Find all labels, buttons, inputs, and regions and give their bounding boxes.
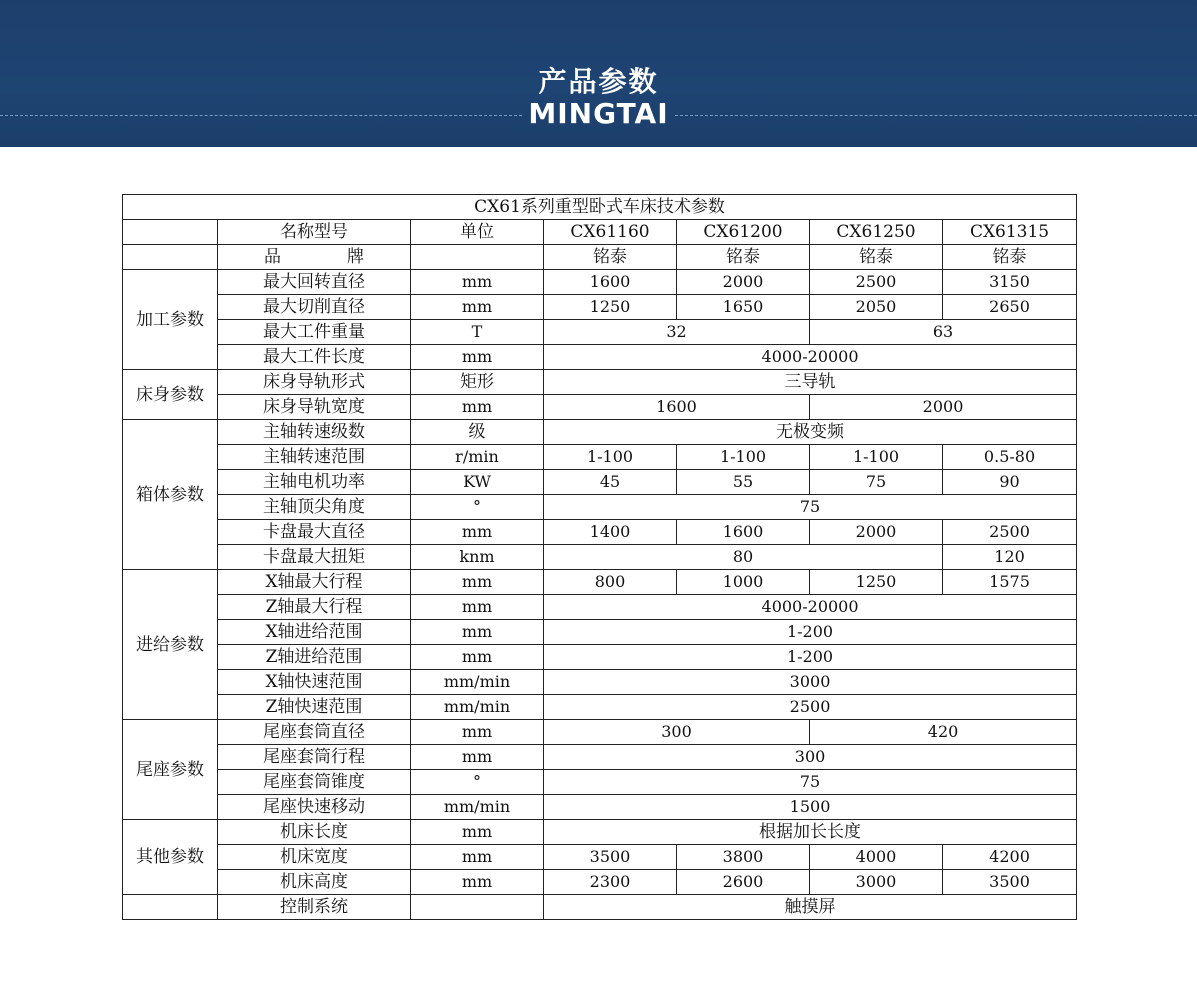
param-value: 75 [544, 495, 1077, 520]
param-name: 机床长度 [218, 820, 411, 845]
table-row [123, 745, 1077, 770]
param-value: 1250 [810, 570, 943, 595]
param-unit: mm [411, 720, 544, 745]
param-unit: mm/min [411, 670, 544, 695]
param-value: 1600 [544, 270, 677, 295]
param-value: 4000-20000 [544, 345, 1077, 370]
param-value: 1-200 [544, 620, 1077, 645]
param-value: 1575 [943, 570, 1077, 595]
param-unit: mm [411, 870, 544, 895]
param-unit: knm [411, 545, 544, 570]
group-label-other: 其他参数 [123, 820, 218, 895]
param-unit: mm [411, 270, 544, 295]
param-name: 主轴顶尖角度 [218, 495, 411, 520]
param-value: 1000 [677, 570, 810, 595]
param-value: 2650 [943, 295, 1077, 320]
param-name: X轴进给范围 [218, 620, 411, 645]
brand-unit [411, 245, 544, 270]
param-unit: KW [411, 470, 544, 495]
header-model: CX61315 [943, 220, 1077, 245]
table-row [123, 570, 1077, 595]
group-label-bed: 床身参数 [123, 370, 218, 420]
param-name: Z轴进给范围 [218, 645, 411, 670]
param-name: 床身导轨形式 [218, 370, 411, 395]
param-value: 3500 [943, 870, 1077, 895]
param-name: 最大工件重量 [218, 320, 411, 345]
table-row [123, 595, 1077, 620]
table-row [123, 495, 1077, 520]
param-value: 三导轨 [544, 370, 1077, 395]
header-banner [0, 0, 1197, 147]
banner-subtitle: MINGTAI [528, 97, 669, 130]
param-value: 1-200 [544, 645, 1077, 670]
banner-title: 产品参数 [538, 65, 659, 98]
table-row [123, 695, 1077, 720]
param-value: 3800 [677, 845, 810, 870]
param-value: 0.5-80 [943, 445, 1077, 470]
param-name: 尾座套筒行程 [218, 745, 411, 770]
param-name: 主轴转速级数 [218, 420, 411, 445]
param-name: 尾座快速移动 [218, 795, 411, 820]
group-blank [123, 895, 218, 920]
header-unit: 单位 [411, 220, 544, 245]
brand-blank [123, 245, 218, 270]
brand-label-right: 牌 [347, 247, 364, 267]
param-name: 主轴电机功率 [218, 470, 411, 495]
param-value: 2500 [810, 270, 943, 295]
group-label-tailstock: 尾座参数 [123, 720, 218, 820]
param-value: 1-100 [544, 445, 677, 470]
table-row [123, 720, 1077, 745]
param-unit: mm [411, 295, 544, 320]
param-unit: 级 [411, 420, 544, 445]
param-unit: mm [411, 645, 544, 670]
param-value: 90 [943, 470, 1077, 495]
table-row [123, 420, 1077, 445]
table-row [123, 320, 1077, 345]
param-value: 无极变频 [544, 420, 1077, 445]
param-value: 800 [544, 570, 677, 595]
param-value: 2000 [810, 395, 1077, 420]
brand-value: 铭泰 [677, 245, 810, 270]
param-value: 4200 [943, 845, 1077, 870]
param-name: 机床高度 [218, 870, 411, 895]
param-value: 3500 [544, 845, 677, 870]
param-value: 75 [544, 770, 1077, 795]
table-row [123, 295, 1077, 320]
param-value: 2600 [677, 870, 810, 895]
param-value: 80 [544, 545, 943, 570]
param-value: 3000 [544, 670, 1077, 695]
param-value: 2500 [943, 520, 1077, 545]
table-row [123, 520, 1077, 545]
table-row [123, 645, 1077, 670]
param-name: 最大工件长度 [218, 345, 411, 370]
brand-value: 铭泰 [544, 245, 677, 270]
table-row [123, 345, 1077, 370]
table-row [123, 820, 1077, 845]
param-name: 主轴转速范围 [218, 445, 411, 470]
param-value: 420 [810, 720, 1077, 745]
group-label-feed: 进给参数 [123, 570, 218, 720]
param-name: 卡盘最大扭矩 [218, 545, 411, 570]
table-row [123, 770, 1077, 795]
param-name: 尾座套筒锥度 [218, 770, 411, 795]
table-row [123, 545, 1077, 570]
table-row [123, 795, 1077, 820]
param-unit: mm [411, 620, 544, 645]
param-value: 4000 [810, 845, 943, 870]
param-unit: mm [411, 845, 544, 870]
param-value: 1-100 [810, 445, 943, 470]
param-value: 63 [810, 320, 1077, 345]
table-row [123, 895, 1077, 920]
param-value: 75 [810, 470, 943, 495]
param-name: 最大切削直径 [218, 295, 411, 320]
param-unit [411, 895, 544, 920]
param-unit: mm [411, 745, 544, 770]
param-unit: mm/min [411, 695, 544, 720]
param-unit: mm/min [411, 795, 544, 820]
table-row [123, 270, 1077, 295]
param-value: 3000 [810, 870, 943, 895]
table-title-row [123, 195, 1077, 220]
param-name: X轴快速范围 [218, 670, 411, 695]
table-row [123, 445, 1077, 470]
param-value: 2300 [544, 870, 677, 895]
param-unit: mm [411, 345, 544, 370]
param-name: 尾座套筒直径 [218, 720, 411, 745]
param-name: 卡盘最大直径 [218, 520, 411, 545]
header-row [123, 220, 1077, 245]
param-value: 触摸屏 [544, 895, 1077, 920]
param-unit: T [411, 320, 544, 345]
param-value: 45 [544, 470, 677, 495]
brand-label [218, 245, 411, 270]
table-row [123, 670, 1077, 695]
param-name: X轴最大行程 [218, 570, 411, 595]
param-value: 1500 [544, 795, 1077, 820]
param-value: 55 [677, 470, 810, 495]
header-model: CX61160 [544, 220, 677, 245]
param-value: 3150 [943, 270, 1077, 295]
brand-value: 铭泰 [943, 245, 1077, 270]
param-value: 2000 [810, 520, 943, 545]
param-value: 1600 [677, 520, 810, 545]
param-value: 1600 [544, 395, 810, 420]
param-name: 床身导轨宽度 [218, 395, 411, 420]
header-name: 名称型号 [218, 220, 411, 245]
table-row [123, 470, 1077, 495]
param-name: 机床宽度 [218, 845, 411, 870]
table-row [123, 870, 1077, 895]
table-row [123, 395, 1077, 420]
table-row [123, 370, 1077, 395]
header-blank [123, 220, 218, 245]
param-name: 最大回转直径 [218, 270, 411, 295]
param-unit: mm [411, 520, 544, 545]
param-value: 300 [544, 745, 1077, 770]
table-row [123, 845, 1077, 870]
param-name: Z轴最大行程 [218, 595, 411, 620]
header-model: CX61250 [810, 220, 943, 245]
param-name: Z轴快速范围 [218, 695, 411, 720]
table-row [123, 620, 1077, 645]
param-unit: mm [411, 395, 544, 420]
group-label-machining: 加工参数 [123, 270, 218, 370]
param-unit: mm [411, 595, 544, 620]
brand-row [123, 245, 1077, 270]
param-unit: mm [411, 570, 544, 595]
param-value: 2050 [810, 295, 943, 320]
param-unit: mm [411, 820, 544, 845]
brand-label-left: 品 [264, 247, 281, 267]
param-value: 2000 [677, 270, 810, 295]
group-label-headstock: 箱体参数 [123, 420, 218, 570]
param-value: 300 [544, 720, 810, 745]
param-value: 1250 [544, 295, 677, 320]
param-value: 32 [544, 320, 810, 345]
param-unit: r/min [411, 445, 544, 470]
spec-table [122, 194, 1077, 920]
param-unit: ° [411, 770, 544, 795]
param-name: 控制系统 [218, 895, 411, 920]
param-value: 根据加长长度 [544, 820, 1077, 845]
param-value: 4000-20000 [544, 595, 1077, 620]
brand-value: 铭泰 [810, 245, 943, 270]
param-value: 120 [943, 545, 1077, 570]
param-value: 1400 [544, 520, 677, 545]
param-unit: 矩形 [411, 370, 544, 395]
param-value: 2500 [544, 695, 1077, 720]
param-value: 1650 [677, 295, 810, 320]
param-unit: ° [411, 495, 544, 520]
header-model: CX61200 [677, 220, 810, 245]
table-title: CX61系列重型卧式车床技术参数 [123, 195, 1077, 220]
param-value: 1-100 [677, 445, 810, 470]
